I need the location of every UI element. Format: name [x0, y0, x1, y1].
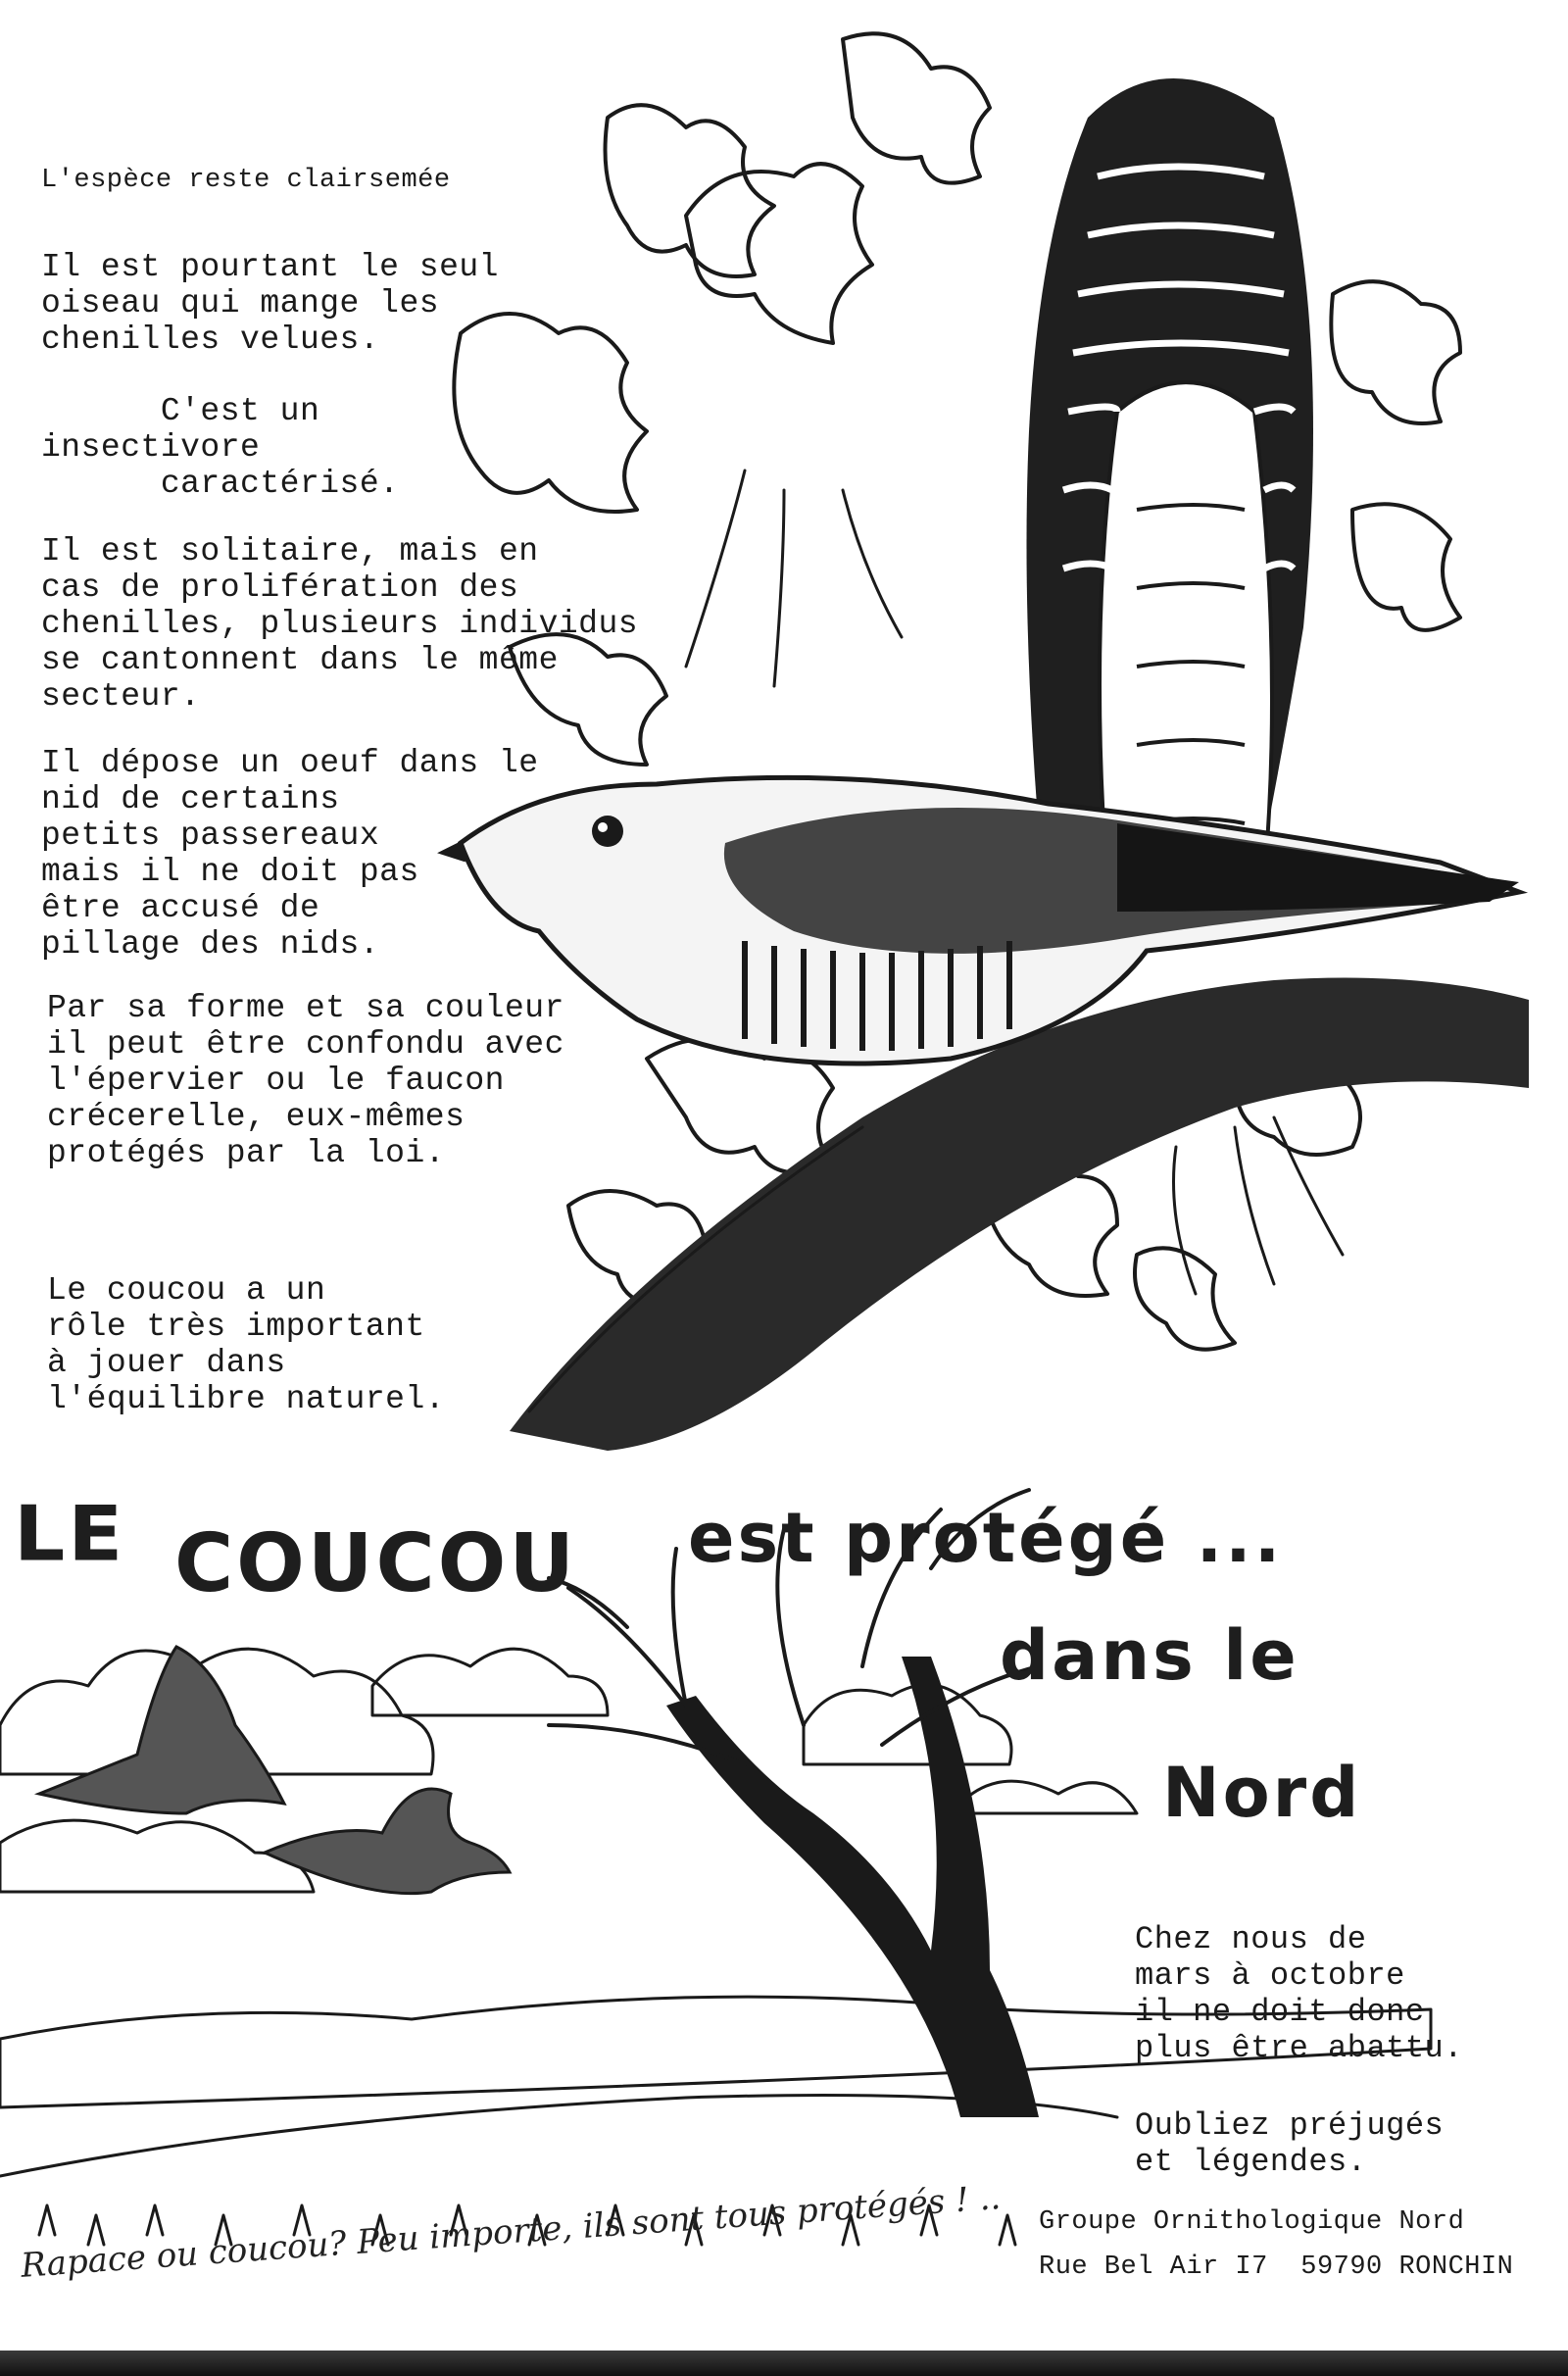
paragraph-prejudices: Oubliez préjugés et légendes. — [1135, 2107, 1445, 2180]
scan-bottom-edge — [0, 2351, 1568, 2376]
paragraph-insectivore: C'est un insectivore caractérisé. — [41, 393, 400, 502]
handwritten-note: Rapace ou coucou? Peu importe, ils sont tous protégés ! .. — [20, 2178, 1003, 2286]
headline-est-protege: est protégé ... — [688, 1498, 1284, 1578]
organization-block — [1039, 2200, 1513, 2290]
organization-address: Rue Bel Air I7 59790 RONCHIN — [1039, 2252, 1514, 2282]
headline-coucou: COUCOU — [174, 1517, 577, 1610]
ground-line — [0, 2096, 1117, 2177]
paragraph-season: Chez nous de mars à octobre il ne doit donc plus être abattu. — [1135, 1921, 1463, 2066]
tree — [549, 1490, 1039, 2117]
cuckoo-illustration — [441, 33, 1529, 1451]
intro-line: L'espèce reste clairsemée — [41, 166, 451, 195]
paragraph-role: Le coucou a un rôle très important à jouer dans l'équilibre naturel. — [47, 1272, 446, 1417]
headline-le: LE — [14, 1490, 126, 1579]
paragraph-caterpillars: Il est pourtant le seul oiseau qui mange les chenilles velues. — [41, 249, 499, 358]
raptor-birds — [39, 1647, 510, 1894]
headline-dans-le: dans le — [1000, 1615, 1299, 1696]
paragraph-solitary: Il est solitaire, mais en cas de prolifération des chenilles, plusieurs individus se cantonnent dans le même secteur. — [41, 533, 639, 715]
paragraph-confusion: Par sa forme et sa couleur il peut être confondu avec l'épervier ou le faucon crécerelle, eux-mêmes protégés par la loi. — [47, 990, 564, 1171]
organization-name: Groupe Ornithologique Nord — [1039, 2207, 1465, 2237]
paragraph-egg-laying: Il dépose un oeuf dans le nid de certains petits passereaux mais il ne doit pas être accusé de pillage des nids. — [41, 745, 539, 963]
headline-nord: Nord — [1162, 1753, 1362, 1833]
